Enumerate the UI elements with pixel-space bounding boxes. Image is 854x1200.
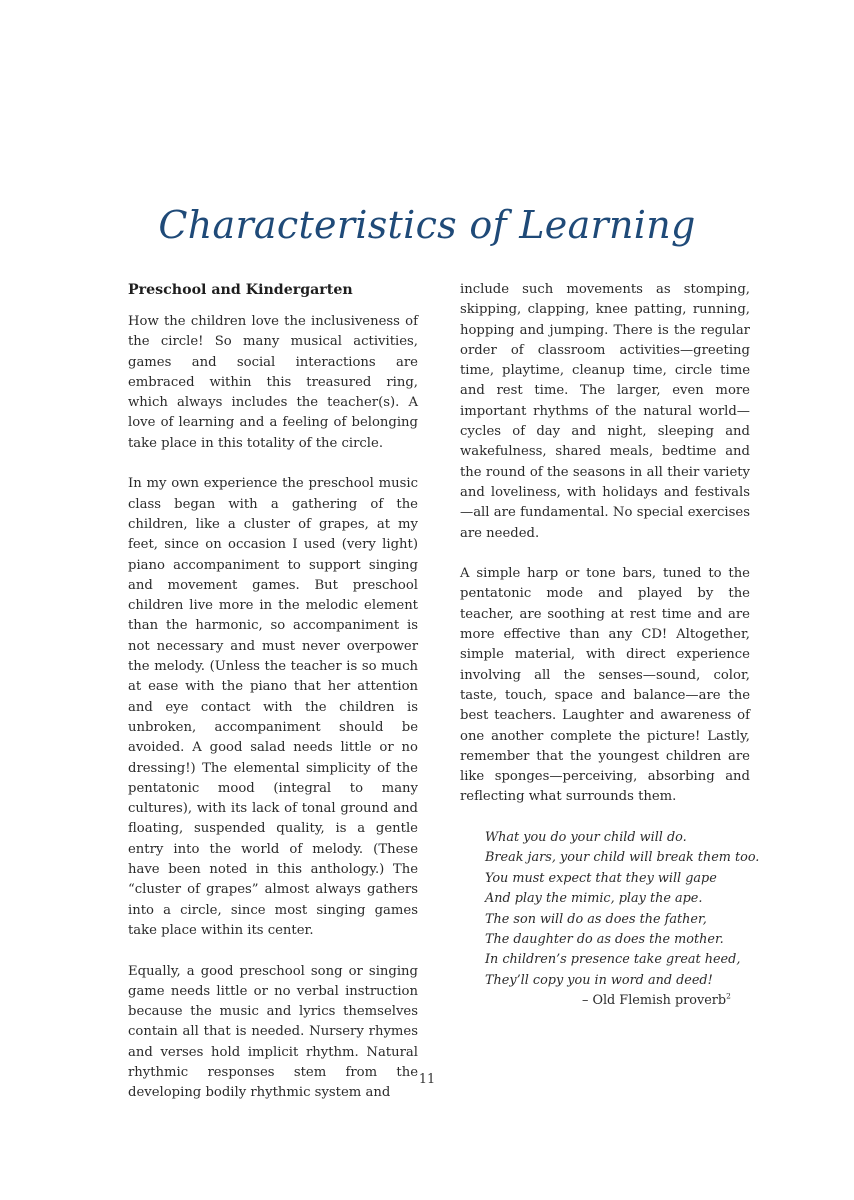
poem-line: The daughter do as does the mother. — [485, 932, 724, 948]
paragraph: A simple harp or tone bars, tuned to the pentatonic mode and played by the teacher, are soothing at rest time and are more effective than any CD! Altogether, simple material, with direct experience involving all the senses—sound, color, taste, touch, space and balance—are the best teachers. Laughter and awareness of one another complete the picture! Lastly, remember that the youngest children are like sponges—perceiving, absorbing and reflecting what surrounds them. — [460, 566, 750, 805]
proverb-poem — [460, 828, 760, 1012]
page-title: Characteristics of Learning — [158, 203, 696, 247]
attribution-text: – Old Flemish proverb — [582, 993, 727, 1009]
paragraph: Equally, a good preschool song or singing game needs little or no verbal instruction because the music and lyrics themselves contain all that is needed. Nursery rhymes and verses hold implicit rhythm. Natural rhythmic responses stem from the developing bodily rhythmic system and — [128, 963, 418, 1101]
paragraph: How the children love the inclusiveness of the circle! So many musical activities, games and social interactions are embraced within this treasured ring, which always includes the teacher(s). A love of learning and a feeling of belonging take place in this totality of the circle. — [128, 314, 418, 451]
poem-line: In children’s presence take great heed, — [485, 952, 741, 968]
poem-line: What you do your child will do. — [485, 830, 687, 846]
left-column — [128, 280, 418, 1124]
poem-line: Break jars, your child will break them too. — [485, 850, 760, 866]
paragraph: include such movements as stomping, skipping, clapping, knee patting, running, hopping and jumping. There is the regular order of classroom activities—greeting time, playtime, cleanup time, circle time and rest time. The larger, even more important rhythms of the natural world—cycles of day and night, sleeping and wakefulness, shared meals, bedtime and the round of the seasons in all their variety and loveliness, with holidays and festivals—all are fundamental. No special exercises are needed. — [460, 282, 750, 541]
poem-line: You must expect that they will gape — [485, 870, 717, 886]
paragraph: In my own experience the preschool music class began with a gathering of the children, like a cluster of grapes, at my feet, since on occasion I used (very light) piano accompaniment to support singing and movement games. But preschool children live more in the melodic element than the harmonic, so accompaniment is not necessary and must never overpower the melody. (Unless the teacher is so much at ease with the piano that her attention and eye contact with the children is unbroken, accompaniment should be avoided. A good salad needs little or no dressing!) The elemental simplicity of the pentatonic mood (integral to many cultures), with its lack of tonal ground and floating, suspended quality, is a gentle entry into the world of melody. (These have been noted in this anthology.) The “cluster of grapes” almost always gathers into a circle, since most singing games take place within its center. — [128, 476, 418, 938]
poem-line: The son will do as does the father, — [485, 911, 707, 927]
poem-line: They’ll copy you in word and deed! — [485, 972, 713, 988]
poem-line: And play the mimic, play the ape. — [485, 891, 703, 907]
right-column — [460, 280, 760, 1012]
footnote-marker[interactable]: 2 — [726, 992, 731, 1001]
poem-attribution — [485, 991, 750, 1011]
section-heading: Preschool and Kindergarten — [128, 282, 353, 298]
page-number: 11 — [418, 1072, 436, 1087]
